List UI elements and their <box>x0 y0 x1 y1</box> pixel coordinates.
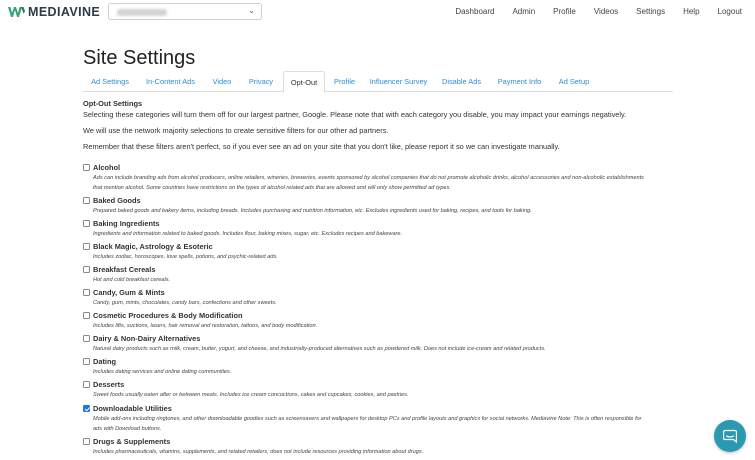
category-description: Includes zodiac, horoscopes, love spells, potions, and psychic-related ads. <box>93 254 278 260</box>
nav-videos[interactable]: Videos <box>593 7 619 16</box>
category-checkbox[interactable] <box>83 358 90 365</box>
opt-out-intro: Selecting these categories will turn them off for our largest partner, Google. Please note that with each category you disable, you may impact your earnings negatively. <box>83 110 627 119</box>
category-description: Ingredients and information related to baked goods. Includes flour, baking mixes, sugar, etc. Excludes recipes and bakeware. <box>93 231 403 237</box>
category-checkbox[interactable] <box>83 438 90 445</box>
settings-tabs <box>83 71 673 92</box>
category-name: Cosmetic Procedures & Body Modification <box>93 311 243 320</box>
category-checkbox[interactable] <box>83 220 90 227</box>
category-description: Hot and cold breakfast cereals. <box>93 277 171 283</box>
category-name: Candy, Gum & Mints <box>93 288 165 297</box>
category-checkbox[interactable] <box>83 289 90 296</box>
tab-disable-ads[interactable]: Disable Ads <box>441 77 482 86</box>
nav-profile[interactable]: Profile <box>553 7 576 16</box>
category-checkbox[interactable] <box>83 312 90 319</box>
tab-privacy[interactable]: Privacy <box>248 77 274 86</box>
tab-opt-out[interactable]: Opt-Out <box>283 71 325 93</box>
category-name: Drugs & Supplements <box>93 437 171 446</box>
tab-in-content-ads[interactable]: In-Content Ads <box>146 77 195 86</box>
category-description: Sweet foods usually eaten after or between meals. Includes ice cream concoctions, cakes and cupcakes, cookies, and pastries. <box>93 392 409 398</box>
tab-ad-setup[interactable]: Ad Setup <box>558 77 590 86</box>
nav-settings[interactable]: Settings <box>636 7 666 16</box>
chevron-down-icon: ⌄ <box>248 6 255 15</box>
nav-logout[interactable]: Logout <box>717 7 742 16</box>
chat-bubble-icon <box>723 429 737 443</box>
category-description: Includes lifts, suctions, lasers, hair removal and restoration, tattoos, and body modification. <box>93 323 318 329</box>
mediavine-mark-icon <box>8 6 26 18</box>
category-description: Candy, gum, mints, chocolates, candy bars, confections and other sweets. <box>93 300 277 306</box>
tab-profile[interactable]: Profile <box>334 77 355 86</box>
category-name: Black Magic, Astrology & Esoteric <box>93 242 213 251</box>
tab-ad-settings[interactable]: Ad Settings <box>91 77 129 86</box>
category-description: Includes pharmaceuticals, vitamins, supplements, and related retailers; does not include resources providing information about drugs. <box>93 449 424 455</box>
category-checkbox[interactable] <box>83 335 90 342</box>
category-name: Downloadable Utilities <box>93 404 172 413</box>
category-description: Mobile add-ons including ringtones, and other downloadable goodies such as screensavers and wallpapers for desktop PCs and profile layouts and graphics for social networks. Mediavine Note: This is often responsible for ads with Download buttons. <box>93 416 642 432</box>
category-description: Prepared baked goods and bakery items, including breads. Includes purchasing and nutrition information, etc. Excludes ingredients used for baking, recipes, and tools for baking. <box>93 208 532 214</box>
category-checkbox[interactable] <box>83 197 90 204</box>
site-selector[interactable] <box>108 3 262 20</box>
category-name: Breakfast Cereals <box>93 265 156 274</box>
tab-payment-info[interactable]: Payment Info <box>497 77 542 86</box>
category-name: Desserts <box>93 380 125 389</box>
opt-out-reminder: Remember that these filters aren't perfect, so if you ever see an ad on your site that you don't like, please report it so we can investigate manually. <box>83 142 560 151</box>
category-checkbox[interactable] <box>83 405 90 412</box>
opt-out-network-note: We will use the network majority selections to create sensitive filters for our other ad partners. <box>83 126 389 135</box>
page-title: Site Settings <box>83 47 196 69</box>
category-name: Dairy & Non-Dairy Alternatives <box>93 334 201 343</box>
category-description: Includes dating services and online dating communities. <box>93 369 232 375</box>
category-checkbox[interactable] <box>83 164 90 171</box>
category-checkbox[interactable] <box>83 243 90 250</box>
category-name: Baking Ingredients <box>93 219 160 228</box>
category-description: Ads can include branding ads from alcohol producers, online retailers, wineries, breweries, events sponsored by alcohol companies that do not promote alcoholic drinks, alcohol accessories and non-alcoholic establishments that mention alcohol. Some countries have restrictions on the types of alcohol related ads that are allowed and will only show permitted ad types. <box>93 175 644 191</box>
brand-logo[interactable] <box>8 5 100 19</box>
site-selector-value <box>117 9 167 16</box>
nav-dashboard[interactable]: Dashboard <box>455 7 495 16</box>
brand-name: MEDIAVINE <box>28 5 101 19</box>
top-bar <box>0 0 755 24</box>
chat-launcher-button[interactable] <box>714 420 746 452</box>
category-name: Alcohol <box>93 163 121 172</box>
category-checkbox[interactable] <box>83 381 90 388</box>
category-name: Baked Goods <box>93 196 141 205</box>
top-nav <box>437 7 742 16</box>
tab-influencer-survey[interactable]: Influencer Survey <box>369 77 428 86</box>
nav-admin[interactable]: Admin <box>512 7 536 16</box>
category-name: Dating <box>93 357 116 366</box>
category-description: Natural dairy products such as milk, cream, butter, yogurt, and cheese, and industrially-produced alternatives such as powdered milk. Does not include ice-cream and related products. <box>93 346 546 352</box>
category-checkbox[interactable] <box>83 266 90 273</box>
nav-help[interactable]: Help <box>683 7 700 16</box>
tab-video[interactable]: Video <box>212 77 232 86</box>
opt-out-heading: Opt-Out Settings <box>83 99 143 108</box>
